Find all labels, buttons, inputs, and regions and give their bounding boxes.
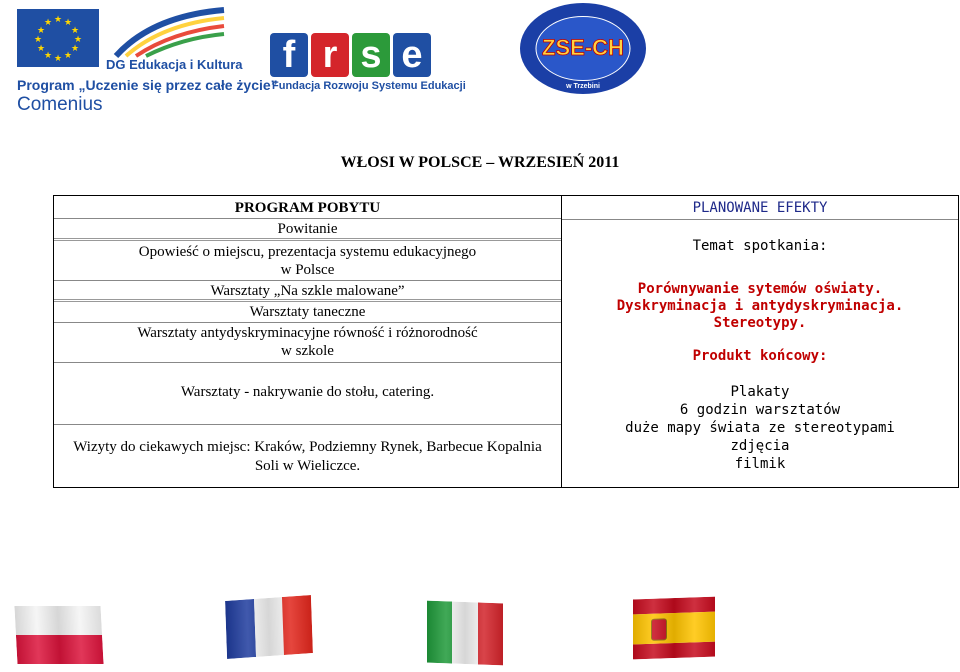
france-flag — [225, 595, 313, 659]
program-name-text: Program „Uczenie się przez całe życie” — [17, 77, 278, 93]
spain-flag — [633, 597, 715, 660]
program-item: Powitanie — [277, 221, 338, 237]
dg-education-swoosh-logo — [112, 6, 228, 62]
product-line: duże mapy świata ze stereotypami — [625, 420, 895, 436]
program-item: Warsztaty antydyskryminacyjne równość i różnorodność — [137, 325, 478, 341]
frse-letter: f — [270, 33, 308, 77]
dg-education-text: DG Edukacja i Kultura — [106, 57, 243, 72]
program-item: Opowieść o miejscu, prezentacja systemu edukacyjnego — [138, 244, 477, 260]
program-heading: PROGRAM POBYTU — [234, 200, 381, 216]
program-item: Warsztaty - nakrywanie do stołu, catering. — [180, 384, 435, 400]
frse-letter: e — [393, 33, 431, 77]
effects-column — [562, 196, 958, 487]
zse-seal-text: ZSE-CH — [542, 35, 624, 60]
frse-caption: Fundacja Rozwoju Systemu Edukacji — [272, 80, 466, 92]
product-line: Plakaty — [730, 384, 790, 400]
product-line: 6 godzin warsztatów — [679, 402, 841, 418]
page-title: WŁOSI W POLSCE – WRZESIEŃ 2011 — [340, 154, 620, 171]
zse-ch-school-seal — [519, 2, 647, 95]
topic-line: Dyskryminacja i antydyskryminacja. — [616, 298, 904, 314]
frse-logo — [270, 33, 438, 79]
program-item: Soli w Wieliczce. — [254, 458, 361, 474]
frse-letter: r — [311, 33, 349, 77]
zse-seal-bottom-text: w Trzebini — [566, 83, 600, 90]
product-line: filmik — [734, 456, 786, 472]
product-label: Produkt końcowy: — [692, 348, 828, 364]
program-item: Wizyty do ciekawych miejsc: Kraków, Podziemny Rynek, Barbecue Kopalnia — [73, 439, 542, 455]
product-line: zdjęcia — [730, 438, 790, 454]
topic-line: Porównywanie sytemów oświaty. — [637, 281, 883, 297]
program-table — [53, 195, 959, 488]
poland-flag — [14, 606, 103, 664]
italy-flag — [427, 601, 503, 666]
topic-label: Temat spotkania: — [692, 238, 828, 254]
program-item: Warsztaty „Na szkle malowane” — [210, 283, 405, 299]
eu-flag-logo: ★ ★ ★ ★ ★ ★ ★ ★ ★ ★ ★ ★ — [17, 9, 99, 67]
program-item: w szkole — [281, 343, 334, 359]
program-column — [54, 196, 562, 487]
program-item: Warsztaty taneczne — [249, 304, 366, 320]
topic-line: Stereotypy. — [713, 315, 807, 331]
frse-letter: s — [352, 33, 390, 77]
effects-heading: PLANOWANE EFEKTY — [692, 200, 828, 216]
program-item: w Polsce — [280, 262, 335, 278]
comenius-text: Comenius — [17, 94, 103, 115]
